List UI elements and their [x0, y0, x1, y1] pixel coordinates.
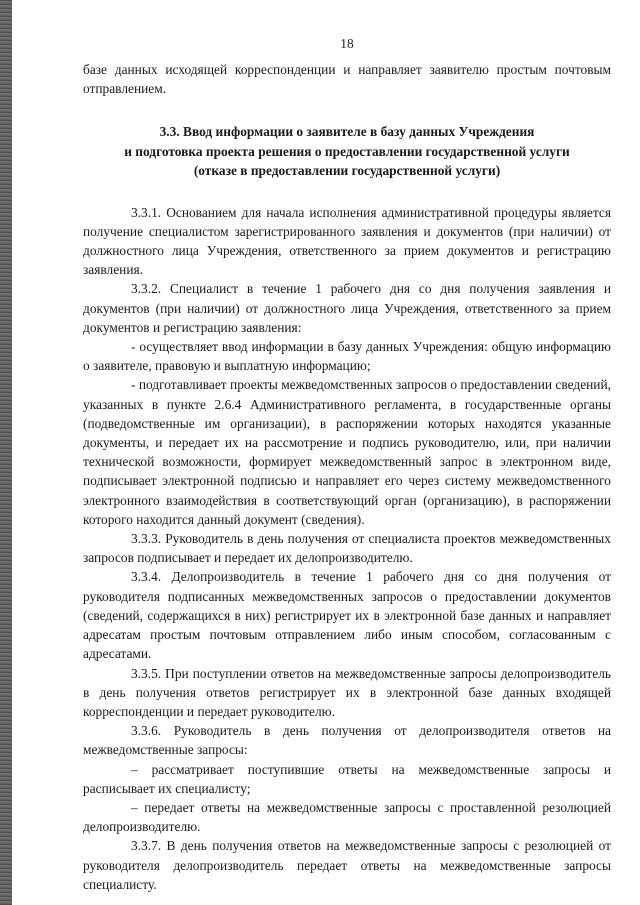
list-item: – рассматривает поступившие ответы на межведомственные запросы и расписывает их специалисту; — [83, 761, 611, 796]
document-body — [83, 60, 611, 894]
section-heading-line: и подготовка проекта решения о предоставлении государственной услуги — [124, 143, 570, 159]
page-number: 18 — [340, 36, 354, 51]
intro-paragraph: базе данных исходящей корреспонденции и направляет заявителю простым почтовым отправлением. — [83, 62, 611, 97]
paragraph-3-3-6: 3.3.6. Руководитель в день получения от делопроизводителя ответов на межведомственные запросы: — [83, 723, 611, 758]
list-item: – передает ответы на межведомственные запросы с проставленной резолюцией делопроизводителю. — [83, 799, 611, 835]
paragraph-3-3-4: 3.3.4. Делопроизводитель в течение 1 рабочего дня со дня получения от руководителя подписанных межведомственных запросов о предоставлении документов (сведений, содержащихся в них) регистрирует их в электронной базе данных и направляет адресатам простым почтовым отправлением либо иным способом, согласованным с адресатами. — [83, 569, 611, 662]
paragraph-3-3-7: 3.3.7. В день получения ответов на межведомственные запросы с резолюцией от руководителя делопроизводитель передает ответы на межведомственные запросы специалисту. — [83, 838, 611, 892]
scan-edge — [0, 0, 12, 905]
list-item: - подготавливает проекты межведомственных запросов о предоставлении сведений, указанных в пункте 2.6.4 Административного регламента, в государственные органы (подведомственные им организации), в распоряжении которых находятся указанные документы, и передает их на рассмотрение и подпись руководителю, или, при наличии технической возможности, формирует межведомственный запрос в электронном виде, подписывает электронной подписью и направляет его через систему межведомственного электронного взаимодействия в соответствующий орган (организацию), в распоряжении которого находится данный документ (сведения). — [83, 377, 611, 527]
section-heading-line: (отказе в предоставлении государственной услуги) — [193, 163, 501, 179]
paragraph-3-3-2: 3.3.2. Специалист в течение 1 рабочего дня со дня получения заявления и документов (при наличии) от должностного лица Учреждения, ответственного за прием документов и регистрацию заявления: — [83, 281, 611, 335]
section-heading — [83, 122, 611, 180]
list-item: - осуществляет ввод информации в базу данных Учреждения: общую информацию о заявителе, правовую и выплатную информацию; — [83, 339, 611, 374]
section-heading-line: 3.3. Ввод информации о заявителе в базу данных Учреждения — [159, 124, 535, 140]
paragraph-3-3-5: 3.3.5. При поступлении ответов на межведомственные запросы делопроизводитель в день получения ответов регистрирует их в электронной базе данных входящей корреспонденции и передает руководителю. — [83, 665, 611, 719]
paragraph-3-3-1: 3.3.1. Основанием для начала исполнения административной процедуры является получение специалистом зарегистрированного заявления и документов (при наличии) от должностного лица Учреждения, ответственного за прием документов и регистрацию заявления. — [83, 204, 611, 278]
paragraph-3-3-3: 3.3.3. Руководитель в день получения от специалиста проектов межведомственных запросов подписывает и передает их делопроизводителю. — [83, 531, 611, 566]
